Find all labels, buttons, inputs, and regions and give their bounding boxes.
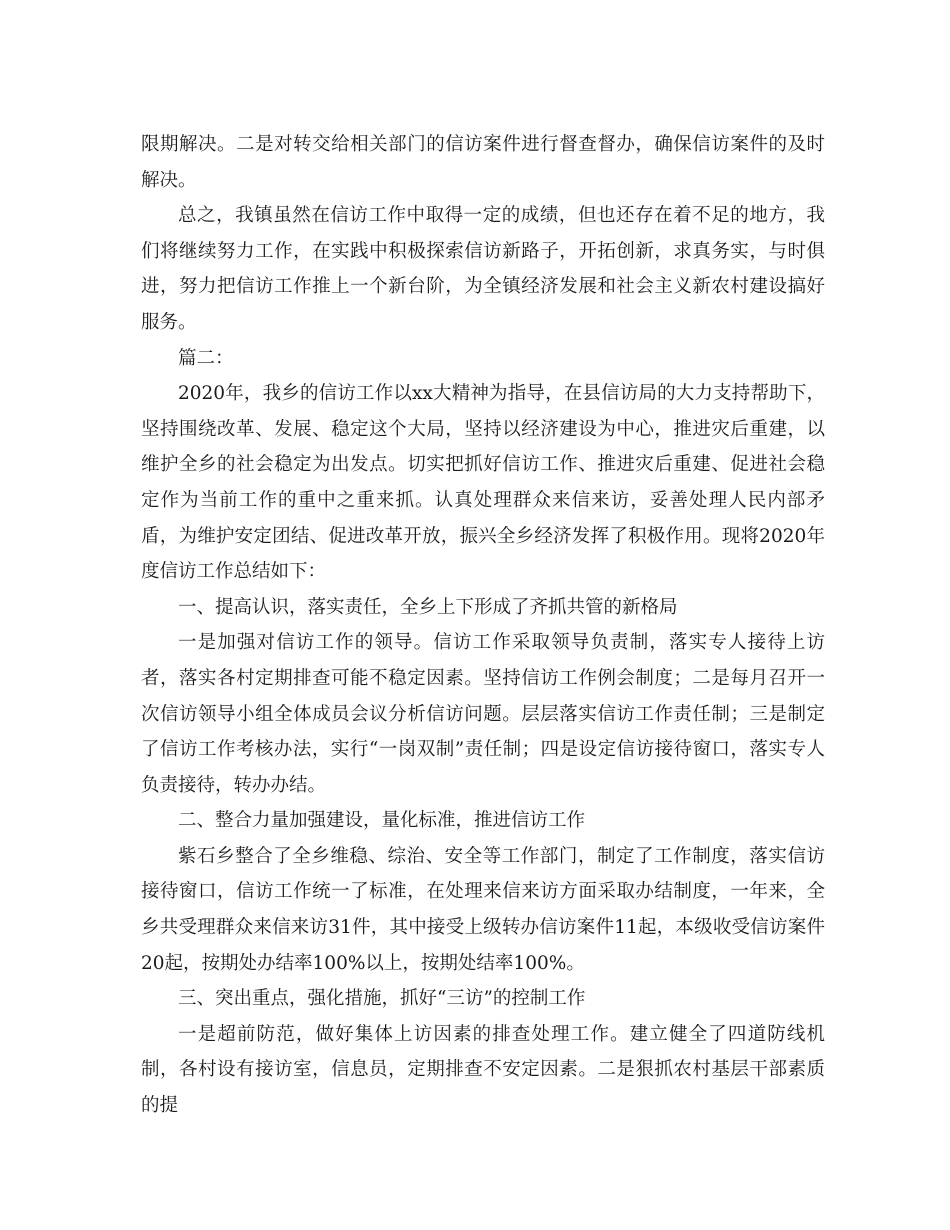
- paragraph-integration: 紫石乡整合了全乡维稳、综治、安全等工作部门，制定了工作制度，落实信访接待窗口，信访工作统一了标准，在处理来信来访方面采取办结制度，一年来，全乡共受理群众来信来访31件，其中接受上级转办信访案件11起，本级收受信访案件20起，按期处办结率100%以上，按期处结率100%。: [141, 845, 825, 974]
- heading-section-one: 一、提高认识，落实责任，全乡上下形成了齐抓共管的新格局: [178, 596, 678, 618]
- heading-section-two: 二、整合力量加强建设，量化标准，推进信访工作: [178, 810, 586, 832]
- paragraph-prevention: 一是超前防范，做好集体上访因素的排查处理工作。建立健全了四道防线机制，各村设有接访室，信息员，定期排查不安定因素。二是狠抓农村基层干部素质的提: [141, 1023, 825, 1117]
- paragraph-summary: 总之，我镇虽然在信访工作中取得一定的成绩，但也还存在着不足的地方，我们将继续努力工作，在实践中积极探索信访新路子，开拓创新，求真务实，与时俱进，努力把信访工作推上一个新台阶，为全镇经济发展和社会主义新农村建设搞好服务。: [141, 205, 825, 333]
- paragraph-intro-2020: 2020年，我乡的信访工作以xx大精神为指导，在县信访局的大力支持帮助下，坚持围绕改革、发展、稳定这个大局，坚持以经济建设为中心，推进灾后重建，以维护全乡的社会稳定为出发点。切实把抓好信访工作、推进灾后重建、促进社会稳定作为当前工作的重中之重来抓。认真处理群众来信来访，妥善处理人民内部矛盾，为维护安定团结、促进改革开放，振兴全乡经济发挥了积极作用。现将2020年度信访工作总结如下：: [141, 383, 825, 583]
- section-heading-part-two: 篇二：: [178, 347, 234, 369]
- document-body: [141, 127, 825, 1124]
- paragraph-continuation: 限期解决。二是对转交给相关部门的信访案件进行督查督办，确保信访案件的及时解决。: [141, 134, 825, 191]
- paragraph-leadership: 一是加强对信访工作的领导。信访工作采取领导负责制，落实专人接待上访者，落实各村定期排查可能不稳定因素。坚持信访工作例会制度；二是每月召开一次信访领导小组全体成员会议分析信访问题。层层落实信访工作责任制；三是制定了信访工作考核办法，实行“一岗双制”责任制；四是设定信访接待窗口，落实专人负责接待，转办办结。: [141, 632, 825, 796]
- heading-section-three: 三、突出重点，强化措施，抓好“三访”的控制工作: [178, 988, 586, 1010]
